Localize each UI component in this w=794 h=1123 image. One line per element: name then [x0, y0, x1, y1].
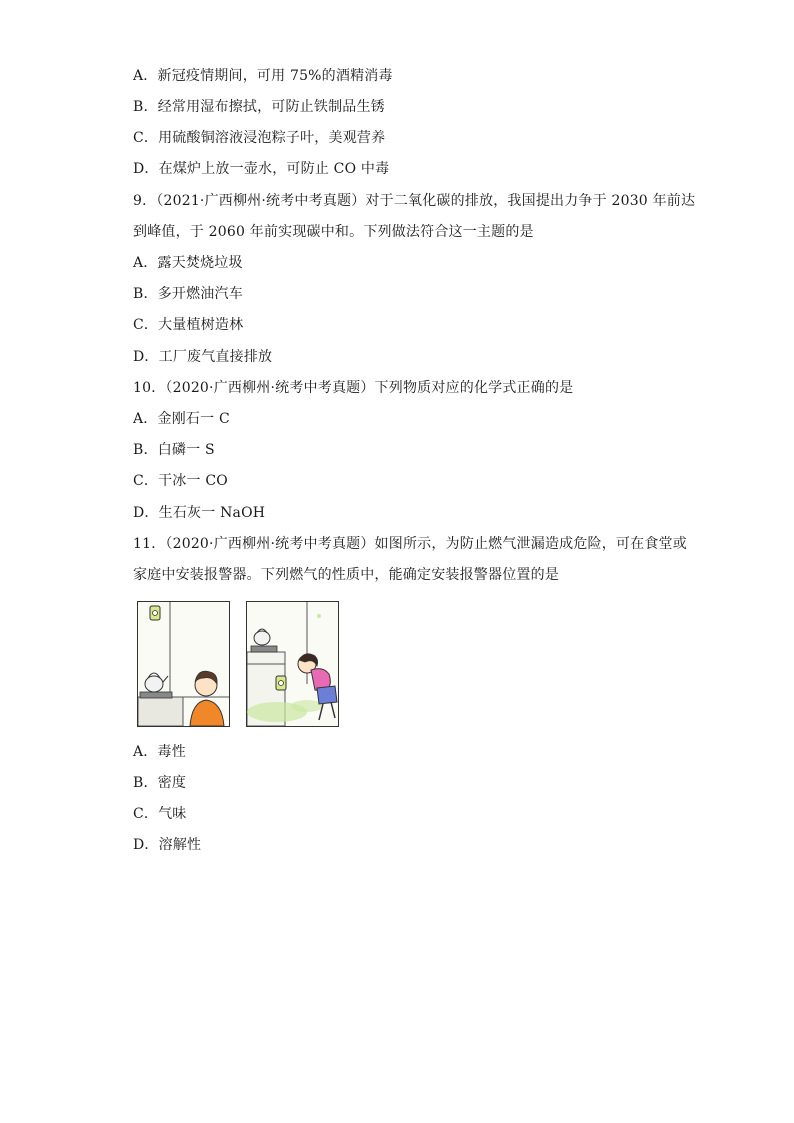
q11-option-d: D．溶解性: [133, 837, 202, 853]
q10-option-d: D．生石灰一 NaOH: [133, 505, 266, 521]
q9-stem-line2: 到峰值，于 2060 年前实现碳中和。下列做法符合这一主题的是: [133, 224, 534, 240]
gas-alarm-low-figure: [246, 601, 339, 727]
q11-figure: [137, 601, 352, 727]
q9-option-a: A．露天焚烧垃圾: [133, 255, 243, 271]
q9-stem-line1: 9．（2021·广西柳州·统考中考真题）对于二氧化碳的排放，我国提出力争于 2030 年前达: [133, 193, 696, 209]
q10-stem: 10．（2020·广西柳州·统考中考真题）下列物质对应的化学式正确的是: [133, 380, 574, 396]
q11-option-a: A．毒性: [133, 744, 186, 760]
q10-option-b: B．白磷一 S: [133, 442, 215, 458]
q10-option-a: A．金刚石一 C: [133, 411, 230, 427]
q9-option-b: B．多开燃油汽车: [133, 286, 243, 302]
q10-option-c: C．干冰一 CO: [133, 473, 228, 489]
q9-option-d: D．工厂废气直接排放: [133, 349, 273, 365]
q11-stem-line2: 家庭中安装报警器。下列燃气的性质中，能确定安装报警器位置的是: [133, 567, 559, 583]
q8-option-d: D．在煤炉上放一壶水，可防止 CO 中毒: [133, 161, 390, 177]
q11-stem-line1: 11．（2020·广西柳州·统考中考真题）如图所示，为防止燃气泄漏造成危险，可在食堂或: [133, 536, 687, 552]
q11-option-c: C．气味: [133, 806, 187, 822]
q8-option-b: B．经常用湿布擦拭，可防止铁制品生锈: [133, 99, 385, 115]
gas-alarm-high-figure: [137, 601, 230, 727]
q9-option-c: C．大量植树造林: [133, 317, 244, 333]
q8-option-c: C．用硫酸铜溶液浸泡粽子叶，美观营养: [133, 130, 386, 146]
q8-option-a: A．新冠疫情期间，可用 75%的酒精消毒: [133, 68, 393, 84]
q11-option-b: B．密度: [133, 775, 187, 791]
